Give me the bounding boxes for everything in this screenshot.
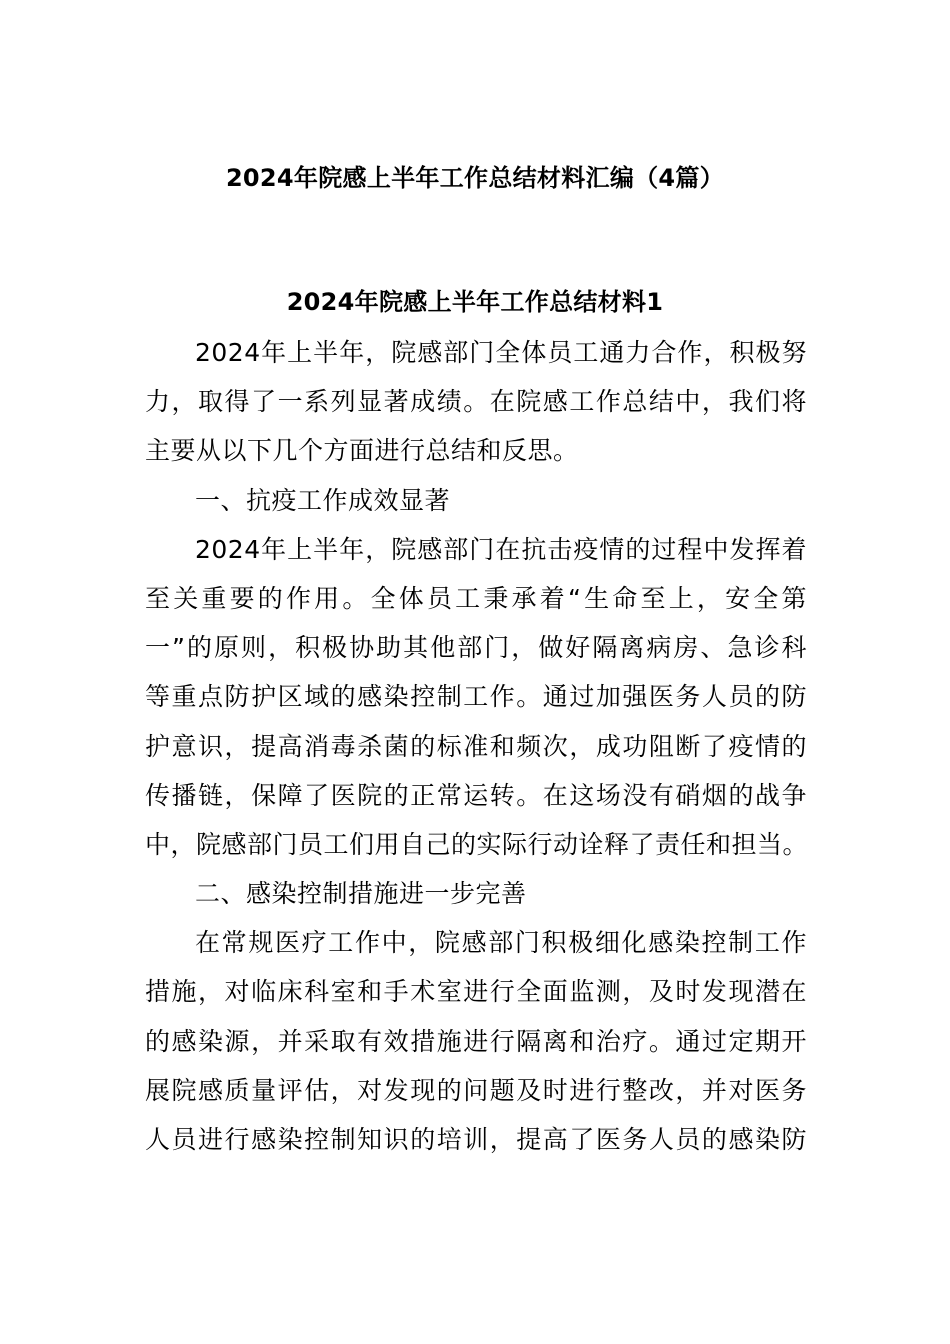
paragraph-line: 力，取得了一系列显著成绩。在院感工作总结中，我们将 xyxy=(145,387,807,417)
section-heading: 一、抗疫工作成效显著 xyxy=(195,485,451,515)
section-title: 2024年院感上半年工作总结材料1 xyxy=(286,288,664,316)
paragraph-line: 的感染源，并采取有效措施进行隔离和治疗。通过定期开 xyxy=(145,1026,807,1056)
paragraph-line: 在常规医疗工作中，院感部门积极细化感染控制工作 xyxy=(195,928,807,958)
paragraph-line: 一”的原则，积极协助其他部门，做好隔离病房、急诊科 xyxy=(145,633,807,663)
document-body xyxy=(145,328,807,1164)
paragraph-line: 护意识，提高消毒杀菌的标准和频次，成功阻断了疫情的 xyxy=(145,731,807,761)
paragraph-line: 展院感质量评估，对发现的问题及时进行整改，并对医务 xyxy=(145,1075,807,1105)
paragraph-line: 2024年上半年，院感部门在抗击疫情的过程中发挥着 xyxy=(195,534,807,564)
paragraph-line: 2024年上半年，院感部门全体员工通力合作，积极努 xyxy=(195,338,807,367)
paragraph-line: 人员进行感染控制知识的培训，提高了医务人员的感染防 xyxy=(145,1125,807,1154)
paragraph-line: 主要从以下几个方面进行总结和反思。 xyxy=(145,436,579,466)
paragraph-line: 至关重要的作用。全体员工秉承着“生命至上，安全第 xyxy=(145,583,807,613)
paragraph-line: 传播链，保障了医院的正常运转。在这场没有硝烟的战争 xyxy=(145,780,807,810)
section-heading: 二、感染控制措施进一步完善 xyxy=(195,879,527,909)
paragraph-line: 中，院感部门员工们用自己的实际行动诠释了责任和担当。 xyxy=(145,829,809,859)
paragraph-line: 等重点防护区域的感染控制工作。通过加强医务人员的防 xyxy=(145,682,807,712)
paragraph-line: 措施，对临床科室和手术室进行全面监测，及时发现潜在 xyxy=(145,977,807,1007)
document-title: 2024年院感上半年工作总结材料汇编（4篇） xyxy=(225,164,725,192)
